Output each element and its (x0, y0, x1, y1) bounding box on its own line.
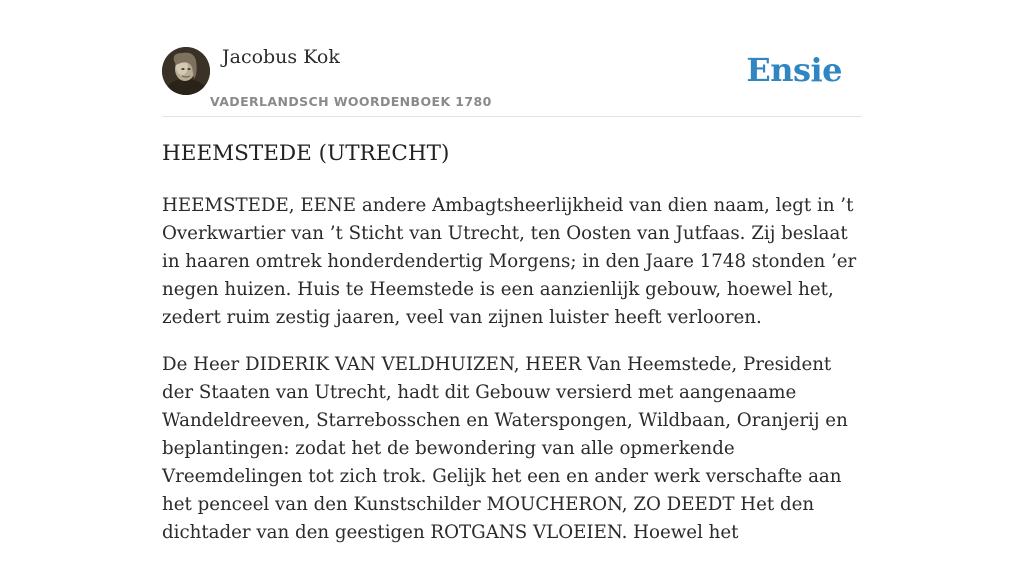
page-content (162, 0, 862, 543)
article-paragraph: HEEMSTEDE, EENE andere Ambagtsheerlijkheid van dien naam, legt in ’t Overkwartier van ’t Sticht van Utrecht, ten Oosten van Jutfaas. Zij beslaat in haaren omtrek honderdendertig Morgens; in den Jaare 1748 stonden ’er negen huizen. Huis te Heemstede is een aanzienlijk gebouw, hoewel het, zedert ruim zestig jaaren, veel van zijnen luister heeft verlooren. (162, 195, 857, 328)
author-name[interactable]: Jacobus Kok (222, 46, 340, 68)
article-body (162, 192, 867, 566)
article-paragraph: De Heer DIDERIK VAN VELDHUIZEN, HEER Van Heemstede, President der Staaten van Utrecht, hadt dit Gebouw versierd met aangenaame Wandeldreeven, Starrebosschen en Waterspongen, Wildbaan, Oranjerij en beplantingen: zodat het de bewondering van alle opmerkende Vreemdelingen tot zich trok. Gelijk het een en ander werk verschafte aan het penceel van den Kunstschilder MOUCHERON, ZO DEEDT Het den dichtader van den geestigen ROTGANS VLOEIEN. Hoewel het (162, 354, 848, 543)
author-avatar[interactable] (162, 47, 210, 95)
article-header (162, 0, 862, 117)
source-label[interactable]: VADERLANDSCH WOORDENBOEK 1780 (210, 94, 492, 109)
portrait-icon (162, 47, 210, 95)
article-title: HEEMSTEDE (UTRECHT) (162, 141, 450, 166)
ensie-logo[interactable]: Ensie (746, 51, 842, 89)
